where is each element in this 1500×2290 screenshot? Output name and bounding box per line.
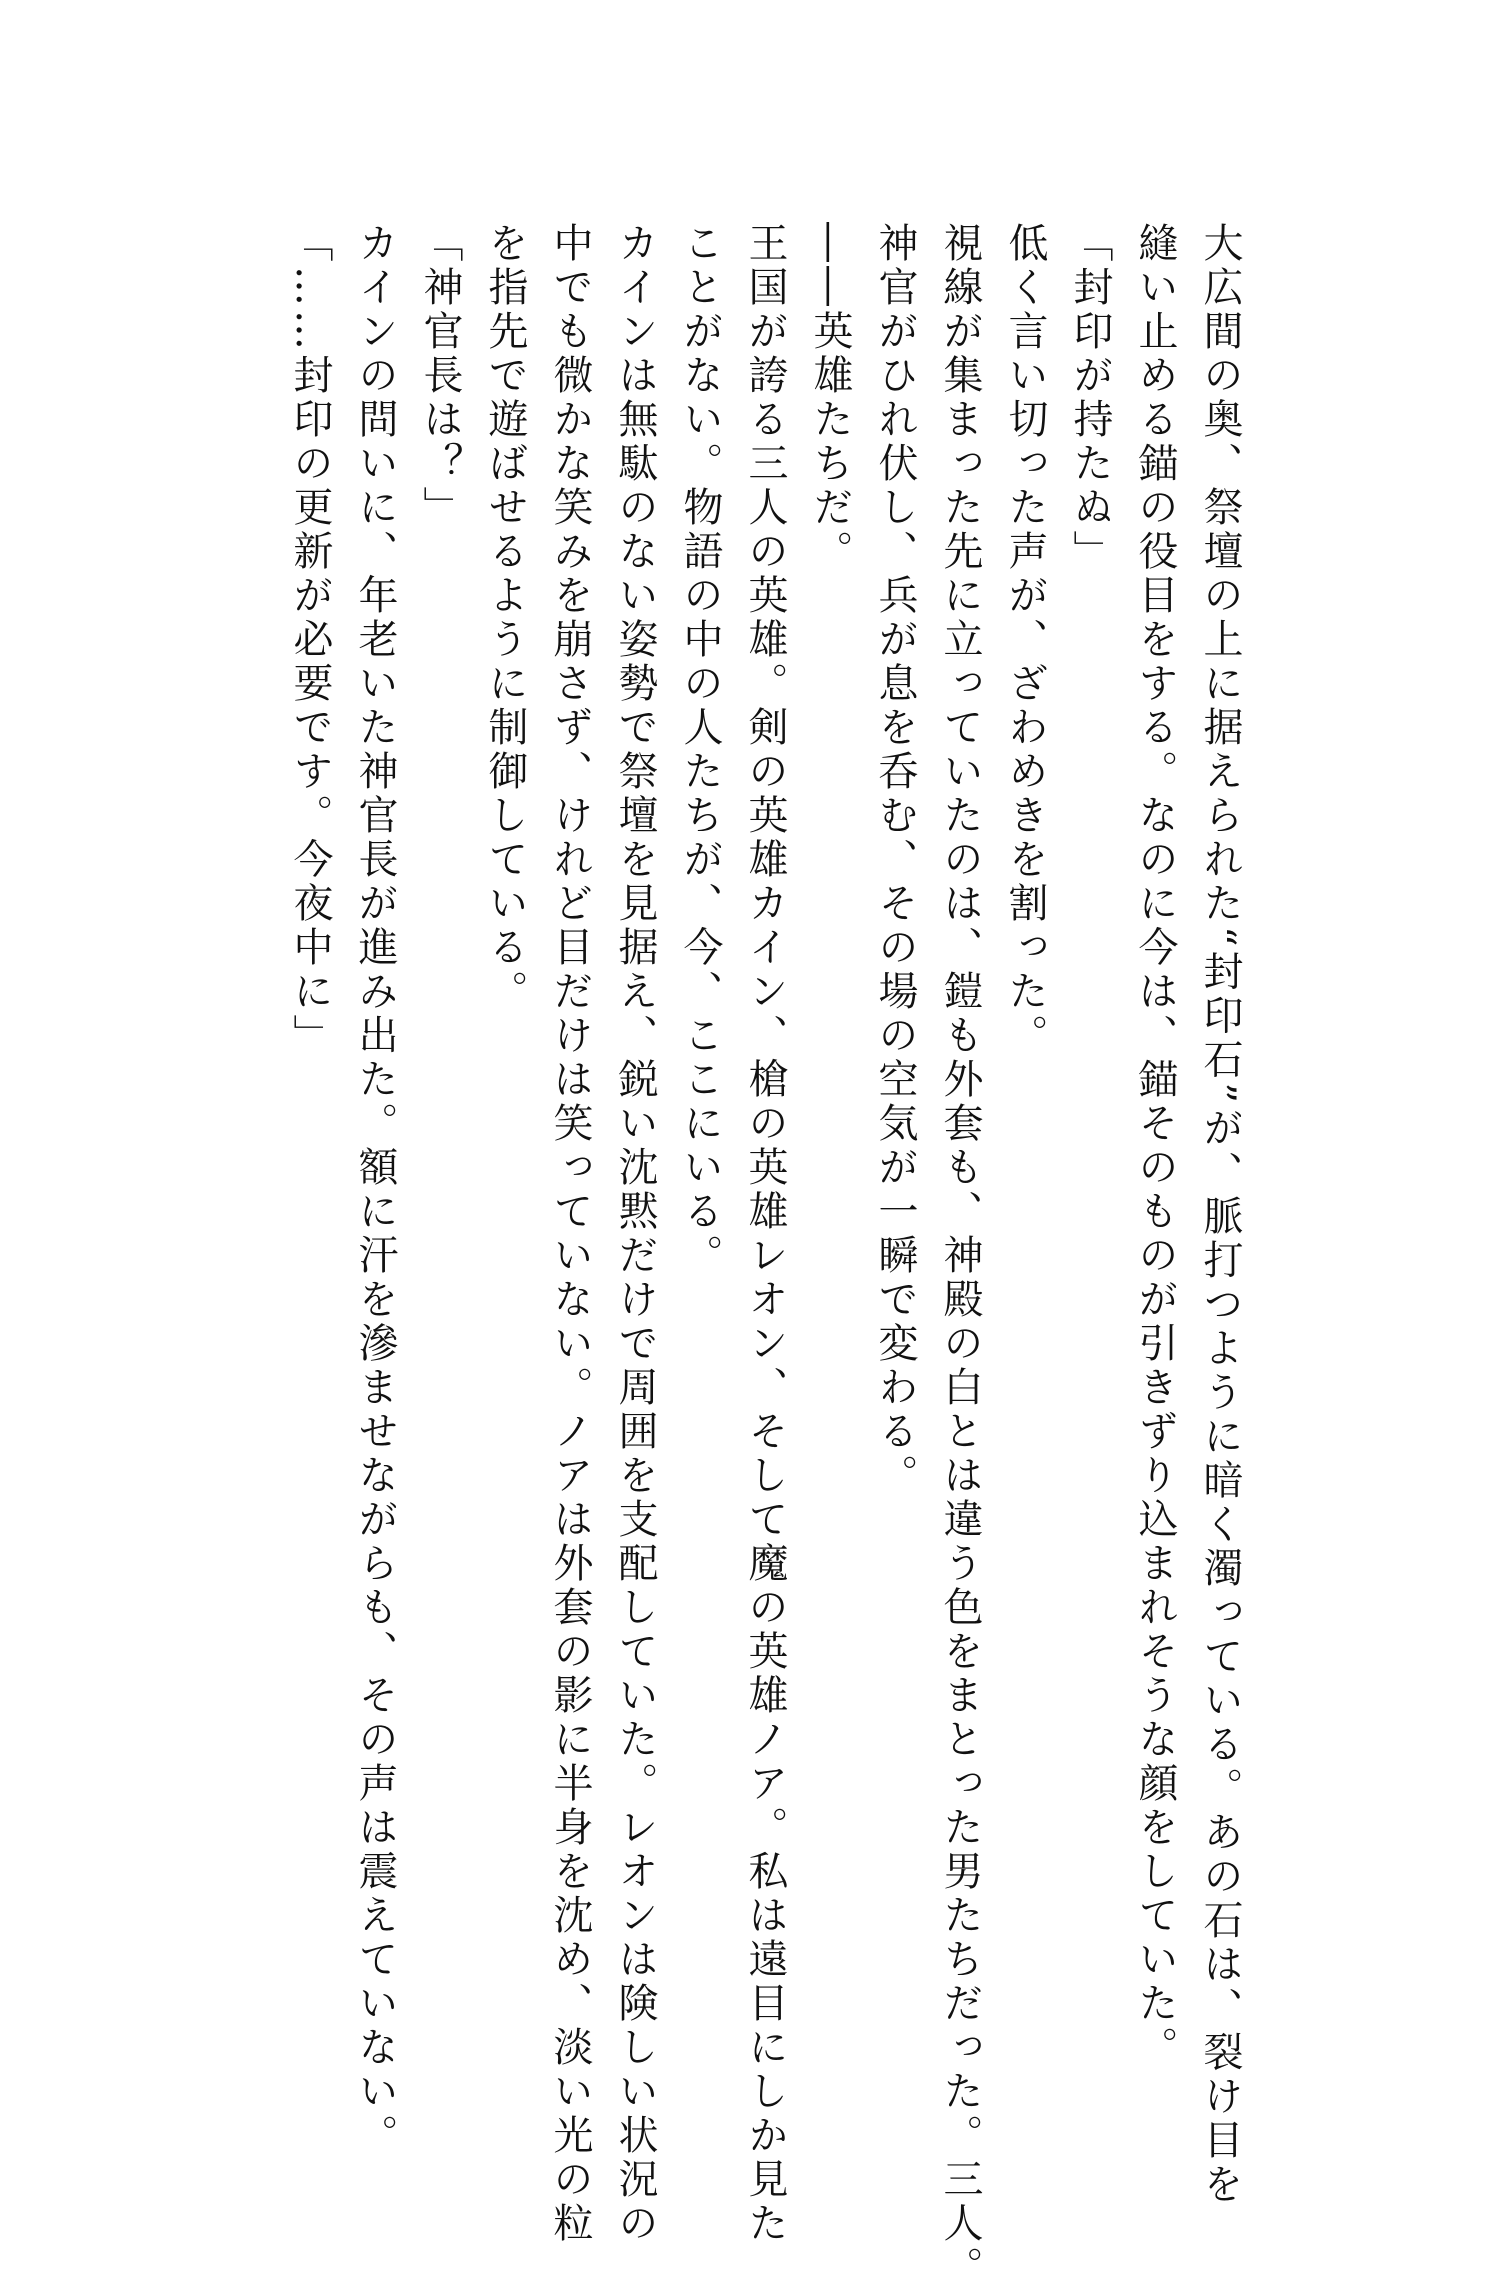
- text-line-15: 「……封印の更新が必要です。今夜中に」: [287, 222, 333, 1058]
- text-line-4: 低く言い切った声が、ざわめきを割った。: [1002, 222, 1048, 1058]
- text-line-8: 王国が誇る三人の英雄。剣の英雄カイン、槍の英雄レオン、そして魔の英雄ノア。私は遠目にしか見た: [742, 222, 788, 2246]
- text-line-9: ことがない。物語の中の人たちが、今、ここにいる。: [677, 222, 723, 1278]
- text-line-10: カインは無駄のない姿勢で祭壇を見据え、鋭い沈黙だけで周囲を支配していた。レオンは険しい状況の: [612, 222, 658, 2246]
- text-line-3: 「封印が持たぬ」: [1067, 222, 1113, 574]
- vertical-text-body: [252, 222, 1252, 2290]
- text-line-13: 「神官長は？」: [417, 222, 463, 530]
- text-line-11: 中でも微かな笑みを崩さず、けれど目だけは笑っていない。ノアは外套の影に半身を沈め、淡い光の粒: [547, 222, 593, 2246]
- text-line-7: ――英雄たちだ。: [807, 222, 853, 574]
- text-line-5: 視線が集まった先に立っていたのは、鎧も外套も、神殿の白とは違う色をまとった男たちだった。三人。: [937, 222, 983, 2290]
- text-line-6: 神官がひれ伏し、兵が息を呑む、その場の空気が一瞬で変わる。: [872, 222, 918, 1498]
- text-line-12: を指先で遊ばせるように制御している。: [482, 222, 528, 1014]
- text-line-2: 縫い止める錨の役目をする。なのに今は、錨そのものが引きずり込まれそうな顔をしていた。: [1132, 222, 1178, 2070]
- text-line-14: カインの問いに、年老いた神官長が進み出た。額に汗を滲ませながらも、その声は震えていない。: [352, 222, 398, 2158]
- text-line-1: 大広間の奥、祭壇の上に据えられた“封印石”が、脈打つように暗く濁っている。あの石は、裂け目を: [1197, 222, 1243, 2207]
